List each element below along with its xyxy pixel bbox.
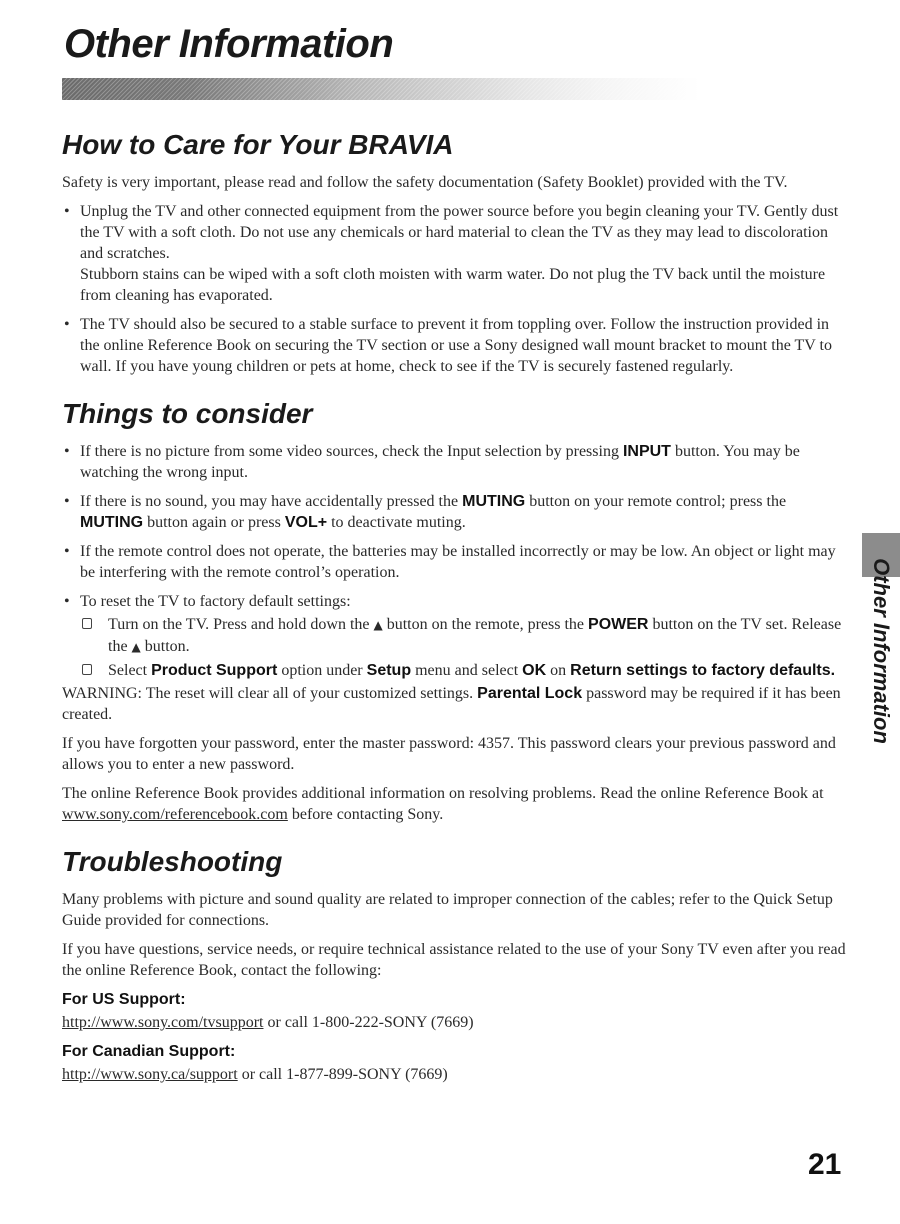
up-arrow-icon: ▲	[373, 618, 383, 632]
title-gradient-bar	[62, 78, 787, 100]
vol-plus-key: VOL+	[284, 514, 328, 531]
text: button again or press	[143, 514, 285, 531]
password-text: If you have forgotten your password, enter the master password: 4357. This password clears your previous password and allows you to enter a new password.	[62, 735, 836, 773]
us-support-link[interactable]: http://www.sony.com/tvsupport	[62, 1014, 264, 1031]
input-key: INPUT	[622, 443, 671, 460]
list-item: • If the remote control does not operate, the batteries may be installed incorrectly or may be low. An object or light may be interfering with the remote control’s operation.	[62, 541, 850, 583]
text: Select	[108, 662, 152, 679]
text: The online Reference Book provides additional information on resolving problems. Read the online Reference Book at	[62, 785, 824, 802]
text: If there is no picture from some video sources, check the Input selection by pressing	[80, 443, 623, 460]
list-item	[62, 591, 850, 681]
care-heading: How to Care for Your BRAVIA	[62, 129, 454, 160]
us-support-line	[62, 1012, 850, 1033]
up-arrow-icon: ▲	[131, 640, 141, 654]
text: button.	[140, 638, 190, 655]
canada-support-line	[62, 1064, 850, 1085]
text: or call 1-877-899-SONY (7669)	[237, 1066, 448, 1083]
muting-key: MUTING	[80, 514, 144, 531]
consider-heading: Things to consider	[62, 398, 313, 429]
us-support-heading: For US Support:	[62, 991, 186, 1008]
list-item: • The TV should also be secured to a stable surface to prevent it from toppling over. Follow the instruction provided in the online Reference Book on securing the TV section or use a Sony designed wall mount bracket to mount the TV to wall. If you have young children or pets at home, check to see if the TV is securely fastened regularly.	[62, 314, 850, 377]
text: before contacting Sony.	[287, 806, 444, 823]
text: WARNING: The reset will clear all of your customized settings.	[62, 685, 478, 702]
warning-text	[62, 683, 850, 725]
list-item	[62, 491, 850, 533]
text: on	[546, 662, 571, 679]
side-tab-label: Other Information	[869, 558, 894, 744]
text: button on the remote, press the	[382, 616, 589, 633]
text: to deactivate muting.	[327, 514, 466, 531]
muting-key: MUTING	[462, 493, 526, 510]
troubleshooting-contact: If you have questions, service needs, or require technical assistance related to the use of your Sony TV even after you read the online Reference Book, contact the following:	[62, 941, 846, 979]
setup-menu: Setup	[366, 662, 412, 679]
care-bullet1-text-2: Stubborn stains can be wiped with a soft cloth moisten with warm water. Do not plug the TV back until the moisture from cleaning has evaporated.	[80, 266, 826, 304]
troubleshooting-heading: Troubleshooting	[62, 846, 283, 877]
text: button on your remote control; press the	[525, 493, 787, 510]
text: option under	[277, 662, 367, 679]
care-section	[62, 128, 850, 377]
care-bullet1-text: • Unplug the TV and other connected equipment from the power source before you begin cleaning your TV. Gently dust the TV with a soft cloth. Do not use any chemicals or hard material to clean the TV as they may lead to discoloration and scratches.	[80, 203, 839, 262]
list-item	[80, 660, 850, 681]
text: button. You may be watching the wrong input.	[80, 443, 800, 481]
troubleshooting-section	[62, 845, 850, 1085]
page-number: 21	[808, 1148, 842, 1181]
list-item	[62, 441, 850, 483]
return-defaults-option: Return settings to factory defaults	[570, 662, 831, 679]
list-item	[80, 614, 850, 658]
main-content	[62, 128, 850, 1093]
page-title: Other Information	[64, 22, 394, 66]
reference-text	[62, 783, 850, 825]
care-intro: Safety is very important, please read and follow the safety documentation (Safety Booklet) provided with the TV.	[62, 174, 788, 191]
text: or call 1-800-222-SONY (7669)	[263, 1014, 474, 1031]
list-item	[62, 201, 850, 306]
canada-support-link[interactable]: http://www.sony.ca/support	[62, 1066, 238, 1083]
reference-book-link[interactable]: www.sony.com/referencebook.com	[62, 806, 288, 823]
care-list	[62, 201, 850, 377]
parental-lock-label: Parental Lock	[477, 685, 583, 702]
reset-steps	[80, 614, 850, 681]
text: menu and select	[411, 662, 523, 679]
product-support-option: Product Support	[151, 662, 278, 679]
text: button on the TV set. Release the	[108, 616, 842, 655]
reset-intro: • To reset the TV to factory default settings:	[80, 593, 351, 610]
text: Turn on the TV. Press and hold down the	[108, 616, 374, 633]
ok-option: OK	[522, 662, 547, 679]
text: If there is no sound, you may have accidentally pressed the	[80, 493, 463, 510]
consider-list	[62, 441, 850, 681]
canada-support-heading: For Canadian Support:	[62, 1043, 236, 1060]
troubleshooting-intro: Many problems with picture and sound quality are related to improper connection of the cables; refer to the Quick Setup Guide provided for connections.	[62, 891, 833, 929]
text: .	[830, 662, 836, 679]
power-key: POWER	[588, 616, 649, 633]
text: password may be required if it has been created.	[62, 685, 841, 723]
consider-section	[62, 397, 850, 825]
